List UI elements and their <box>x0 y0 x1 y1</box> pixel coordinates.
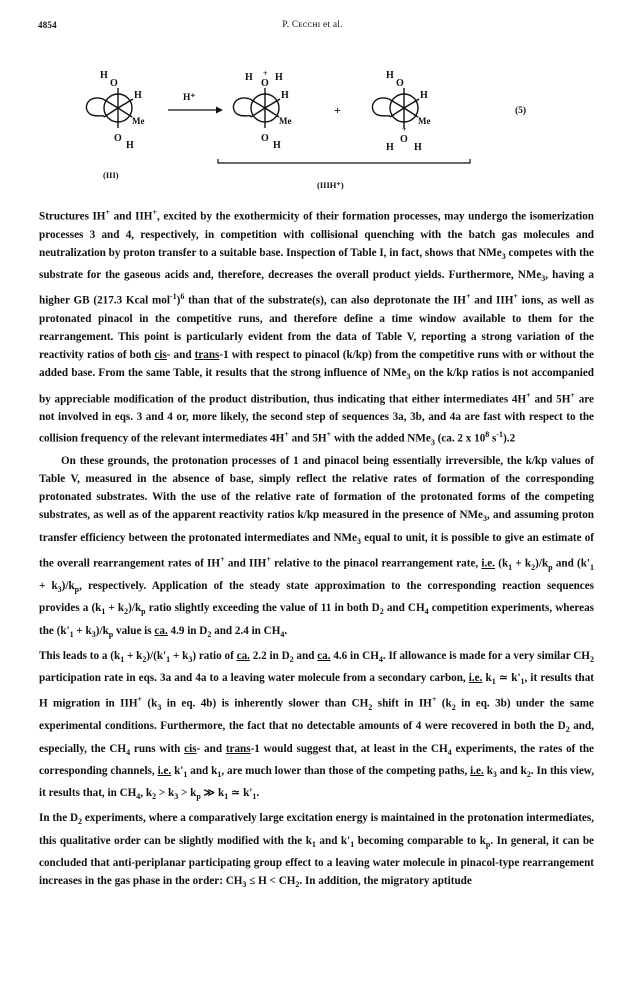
text-run: . <box>256 787 260 800</box>
superscript: -1 <box>169 292 177 302</box>
text-run: This leads to a (k <box>39 649 121 662</box>
subscript: 3 <box>242 880 247 890</box>
superscript: + <box>513 292 518 302</box>
text-run: ≫ k <box>200 787 225 800</box>
text-run: are not involved in eqs. 3 and 4 or, more likely, the second step of sequences 3a, 3b, and 4a are fast with respect to the collision frequency of the relevant intermediates 4H <box>39 393 594 446</box>
underlined-term: i.e. <box>468 672 483 685</box>
equation-number: (5) <box>515 106 527 116</box>
subscript: 4 <box>126 747 131 757</box>
text-run: - and <box>196 742 226 755</box>
subscript: 4 <box>378 654 383 664</box>
text-run: 4.9 in D <box>167 624 208 637</box>
text-run: (k <box>142 698 158 711</box>
paragraph-2 <box>39 452 594 643</box>
text-run: s <box>489 433 497 446</box>
subscript: 2 <box>124 607 129 617</box>
atom-h: H <box>414 142 422 153</box>
body-text <box>39 204 594 894</box>
subscript: 2 <box>368 703 373 713</box>
subscript: 1 <box>224 792 229 802</box>
text-run: (ca. 2 x 10 <box>434 433 486 446</box>
text-run: + k <box>512 557 532 570</box>
page-number: 4854 <box>38 20 57 30</box>
superscript: + <box>284 430 289 440</box>
subscript: 3 <box>501 252 506 262</box>
subscript: 3 <box>188 654 193 664</box>
text-run: becoming comparable to k <box>354 834 486 847</box>
underlined-term: ca. <box>317 649 331 662</box>
subscript: 1 <box>120 654 125 664</box>
subscript: 2 <box>142 654 147 664</box>
subscript: 1 <box>166 654 171 664</box>
text-run: . In general, it can be concluded that anti-periplanar participating group effect to a leaving water molecule in pinacol-type rearrangement increases in the gas phase in the order: CH <box>39 834 595 887</box>
label-IIIH-plus: (IIIH⁺) <box>317 180 344 190</box>
atom-me: Me <box>132 116 145 126</box>
subscript: 2 <box>207 629 212 639</box>
label-III: (III) <box>103 170 119 180</box>
subscript: 1 <box>508 562 513 572</box>
atom-h: H <box>126 140 134 151</box>
text-run: equal to unit, it is possible to give an estimate of the overall rearrangement rates of IH <box>39 531 594 570</box>
underlined-term: i.e. <box>157 764 172 777</box>
subscript: 1 <box>520 677 525 687</box>
subscript: 2 <box>526 770 531 780</box>
subscript: 1 <box>183 770 188 780</box>
text-run: and 5H <box>530 393 571 406</box>
text-run: + k <box>73 624 92 637</box>
subscript: p <box>196 792 201 802</box>
text-run: , it results that H migration in IIH <box>39 672 594 711</box>
text-run: ratio slightly exceeding the value of 11 in both D <box>145 602 380 615</box>
text-run: . If allowance is made for a very similar CH <box>382 649 590 662</box>
text-run: + k <box>124 649 143 662</box>
plus-sign: + <box>334 103 341 117</box>
text-run: . In addition, the migratory aptitude <box>299 874 472 887</box>
atom-o: O <box>261 78 269 89</box>
superscript: 6 <box>180 292 185 302</box>
text-run: and CH <box>383 602 425 615</box>
text-run: + k <box>105 602 125 615</box>
atom-h: H <box>275 72 283 83</box>
paragraph-3 <box>39 647 594 807</box>
subscript: 1 <box>217 770 222 780</box>
text-run: )/k <box>61 579 75 592</box>
atom-me: Me <box>418 116 431 126</box>
subscript: 1 <box>101 607 106 617</box>
underlined-term: trans <box>194 349 220 362</box>
molecule-III <box>86 70 144 151</box>
text-run: and IIH <box>110 210 153 223</box>
molecule-IIIH-plus-b <box>372 70 430 153</box>
text-run: relative to the pinacol rearrangement rate, <box>270 557 482 570</box>
superscript: + <box>526 390 531 400</box>
text-run: and, especially, the CH <box>39 720 594 755</box>
underlined-term: trans <box>225 742 251 755</box>
text-run: -1 with respect to pinacol (k/kp) from the competitive runs with or without the added base. From the same Table, it results that the strong influence of NMe <box>39 349 594 380</box>
text-run: and IIH <box>470 295 514 308</box>
text-run: ) <box>176 295 181 308</box>
superscript: + <box>105 208 111 217</box>
paragraph-4 <box>39 809 594 894</box>
subscript: 2 <box>78 817 83 827</box>
atom-h: H <box>134 90 142 101</box>
molecule-IIIH-plus-a <box>233 69 291 151</box>
text-run: participation rate in eqs. 3a and 4a to a leaving water molecule from a secondary carbon, <box>39 672 469 685</box>
subscript: 2 <box>565 725 570 735</box>
text-run: runs with <box>130 742 185 755</box>
text-run: on the k/kp ratios is not accompanied by appreciable modification of the product distribution, thus indicating that either intermediates 4H <box>39 367 595 406</box>
reaction-scheme <box>0 55 625 215</box>
text-run: . In this view, it results that, in CH <box>39 764 594 800</box>
text-run: than that of the substrate(s), can also deprotonate the IH <box>184 295 466 308</box>
text-run: and <box>293 649 318 662</box>
atom-h: H <box>281 90 289 101</box>
text-run: competition experiments, whereas the (k' <box>39 602 595 637</box>
subscript: 4 <box>447 747 452 757</box>
subscript: 3 <box>483 514 487 524</box>
subscript: 1 <box>350 839 355 849</box>
text-run: )/k <box>95 624 109 637</box>
text-run: and 5H <box>288 433 327 446</box>
text-run: value is <box>113 624 155 637</box>
subscript: p <box>108 629 114 639</box>
text-run: ≤ H < CH <box>246 874 296 887</box>
subscript: 2 <box>589 654 594 664</box>
text-run: , k <box>140 787 153 800</box>
text-run: + k <box>39 579 58 592</box>
text-run: and k <box>187 764 218 777</box>
atom-o: O <box>400 134 408 145</box>
subscript: 1 <box>590 562 594 572</box>
underlined-term: i.e. <box>481 557 496 570</box>
text-run: ) ratio of <box>192 649 237 662</box>
underlined-term: cis <box>184 742 197 755</box>
superscript: + <box>137 695 143 705</box>
text-run: , excited by the exothermicity of their formation processes, may undergo the isomerization processes 3 and 4, respectively, in competition with collisional quenching with the batch gas molecules and neutralization by proton transfer to a suitable base. Inspection of Table I, in fact, shows that NMe <box>39 210 594 259</box>
underlined-term: cis <box>154 349 167 362</box>
text-run: + k <box>170 649 189 662</box>
text-run: competes with the substrate for the gaseous acids and, therefore, decreases the overall product yields. Furthermore, NMe <box>39 246 594 282</box>
text-run: . <box>284 624 288 637</box>
superscript: + <box>326 430 332 440</box>
subscript: p <box>74 585 80 595</box>
superscript: 8 <box>485 430 490 440</box>
text-run: )/k <box>128 602 142 615</box>
text-run: experiments, where a comparatively large excitation energy is maintained in the protonation intermediates, this qualitative order can be slightly modified with the k <box>39 812 595 847</box>
atom-h: H <box>386 142 394 153</box>
text-run: , are much lower than those of the competing paths, <box>221 764 471 777</box>
superscript: + <box>220 554 225 564</box>
subscript: 3 <box>357 536 362 546</box>
subscript: p <box>548 562 553 572</box>
atom-h: H <box>245 72 253 83</box>
subscript: p <box>141 607 146 617</box>
text-run: In the D <box>39 812 79 825</box>
underlined-term: ca. <box>154 624 168 637</box>
text-run: ≃ k' <box>228 787 253 800</box>
text-run: and (k' <box>552 557 590 570</box>
subscript: 4 <box>136 792 141 802</box>
subscript: 1 <box>69 629 74 639</box>
atom-o: O <box>110 78 118 89</box>
subscript: 3 <box>91 629 96 639</box>
text-run: )/(k' <box>146 649 167 662</box>
subscript: 2 <box>531 562 536 572</box>
text-run: k <box>482 672 492 685</box>
atom-h: H <box>100 70 108 81</box>
subscript: 3 <box>492 770 497 780</box>
superscript: + <box>431 695 437 705</box>
subscript: 4 <box>280 629 285 639</box>
atom-h: H <box>273 140 281 151</box>
text-run: k' <box>171 764 184 777</box>
atom-h: H <box>420 90 428 101</box>
subscript: 2 <box>152 792 157 802</box>
text-run: in eq. 3b) under the same experimental conditions. Furthermore, the fact that no detectable amounts of 4 were recovered in both the D <box>39 698 594 733</box>
underlined-term: i.e. <box>470 764 484 777</box>
text-run: > k <box>156 787 175 800</box>
subscript: 1 <box>252 792 257 802</box>
superscript: -1 <box>496 430 504 440</box>
subscript: 2 <box>289 654 294 664</box>
text-run: (k <box>495 557 509 570</box>
superscript: + <box>465 292 471 302</box>
subscript: 4 <box>424 607 429 617</box>
subscript: 2 <box>451 703 456 713</box>
text-run: 2 <box>509 433 516 446</box>
superscript: + <box>570 390 575 400</box>
atom-o: O <box>396 78 404 89</box>
text-run: -1 would suggest that, at least in the CH <box>250 742 448 755</box>
subscript: p <box>485 839 491 849</box>
underlined-term: ca. <box>236 649 250 662</box>
subscript: 3 <box>406 372 411 382</box>
subscript: 3 <box>430 438 435 448</box>
atom-o-plus: + <box>263 69 268 78</box>
text-run: and IIH <box>224 557 267 570</box>
subscript: 2 <box>295 880 300 890</box>
text-run: 4.6 in CH <box>330 649 379 662</box>
text-run: , respectively. Application of the steady state approximation to the corresponding reaction sequences provides a (k <box>39 579 594 615</box>
text-run: , and assuming proton transfer efficiency between the protonated intermediates and NMe <box>39 509 594 544</box>
product-bracket <box>218 159 470 163</box>
text-run: )/k <box>535 557 549 570</box>
atom-h: H <box>386 70 394 81</box>
atom-o: O <box>261 133 269 144</box>
subscript: 3 <box>157 703 162 713</box>
text-run: experiments, the rates of the corresponding channels, <box>39 742 595 777</box>
text-run: k <box>483 764 493 777</box>
subscript: 2 <box>379 607 384 617</box>
running-header-authors: P. Cᴇᴄᴄʜɪ et al. <box>282 20 343 30</box>
text-run: > k <box>178 787 197 800</box>
atom-me: Me <box>279 116 292 126</box>
text-run: with the added NMe <box>331 433 431 446</box>
superscript: + <box>152 208 158 217</box>
subscript: 1 <box>491 677 496 687</box>
text-run: in eq. 4b) is inherently slower than CH <box>161 698 369 711</box>
text-run: and k <box>496 764 527 777</box>
paragraph-1 <box>39 204 594 452</box>
subscript: 3 <box>57 585 62 595</box>
text-run: ≃ k' <box>495 672 521 685</box>
text-run: (k <box>436 698 452 711</box>
text-run: and 2.4 in CH <box>211 624 281 637</box>
text-run: 2.2 in D <box>249 649 290 662</box>
subscript: 3 <box>541 274 546 284</box>
reagent-h-plus: H⁺ <box>183 93 196 103</box>
text-run: and k' <box>315 834 351 847</box>
subscript: 3 <box>174 792 179 802</box>
text-run: Structures IH <box>39 210 106 223</box>
superscript: + <box>266 554 271 564</box>
text-run: ions, as well as protonated pinacol in the competitive runs, and therefore define a time window available to them for the rearrangement. This point is particularly evident from the data of Table V, reporting a strong variation of the reactivity ratios of both <box>39 295 594 362</box>
text-run: , having a higher GB (217.3 Kcal mol <box>39 269 594 308</box>
subscript: 1 <box>311 839 316 849</box>
atom-o: O <box>114 133 122 144</box>
text-run: ). <box>503 433 510 446</box>
text-run: shift in IH <box>372 698 432 711</box>
atom-o-plus: + <box>402 125 407 134</box>
text-run: - and <box>166 349 195 362</box>
text-run: On these grounds, the protonation processes of 1 and pinacol being essentially irreversible, the k/kp values of Table V, measured in the absence of base, simply reflect the relative rates of formation of the corresponding protonated substrates. With the use of the relative rate of formation of the protonated forms of the competing substrates, as well as of the apparent reactivity ratios k/kp measured in the presence of NMe <box>39 455 594 522</box>
